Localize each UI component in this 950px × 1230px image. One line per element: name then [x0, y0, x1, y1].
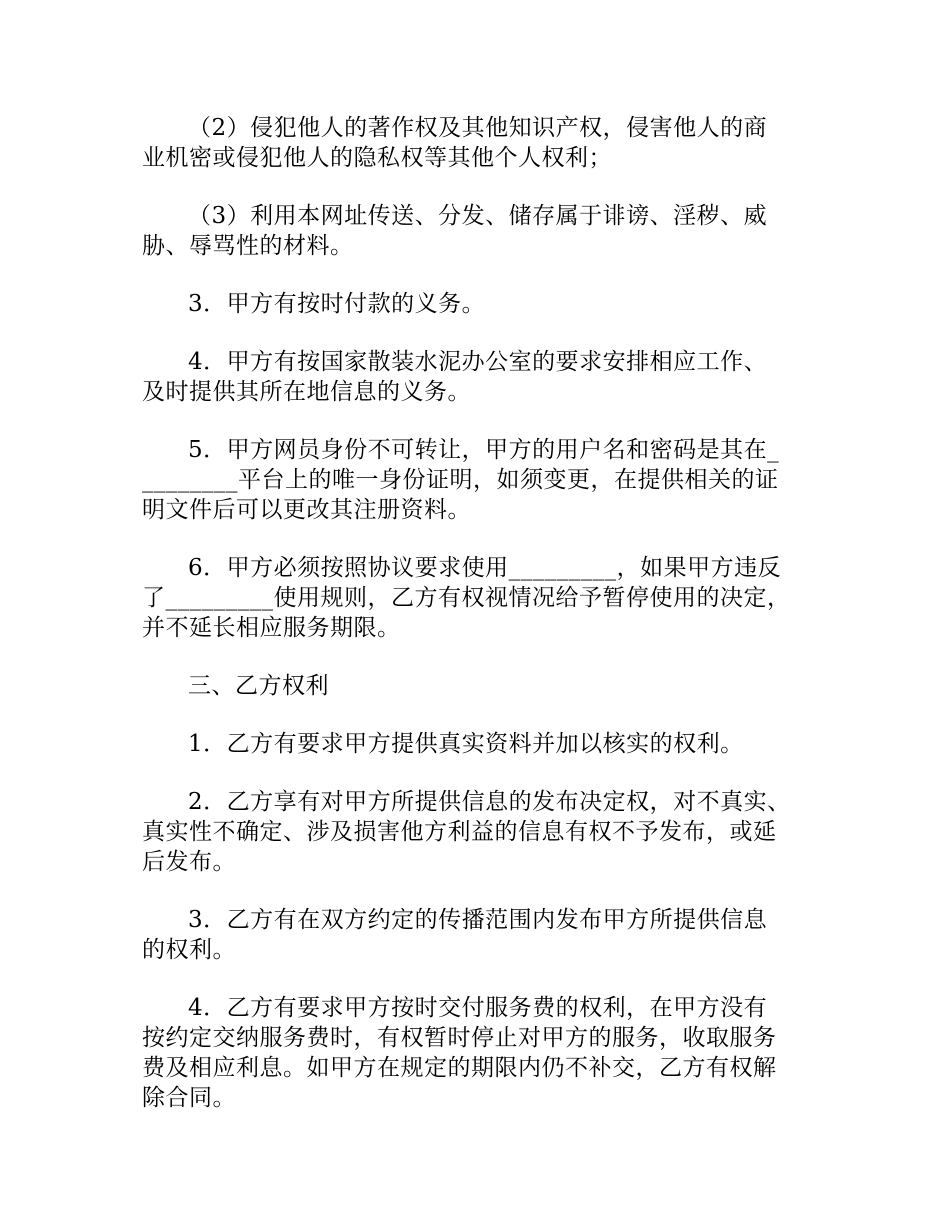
p-party-b-verify: [142, 729, 812, 759]
paragraph-line: 后发布。: [142, 849, 236, 875]
p-party-a-arrange: [142, 347, 812, 407]
paragraph-line: 1．乙方有要求甲方提供真实资料并加以核实的权利。: [188, 731, 744, 757]
paragraph-line: 按约定交纳服务费时，有权暂时停止对甲方的服务，收取服务: [142, 1025, 777, 1051]
paragraph-line: （2）侵犯他人的著作权及其他知识产权，侵害他人的商: [188, 115, 768, 141]
p-party-b-publish-decision: [142, 787, 812, 877]
paragraph-line: 费及相应利息。如甲方在规定的期限内仍不补交，乙方有权解: [142, 1055, 777, 1081]
paragraph-line: 3．甲方有按时付款的义务。: [188, 291, 486, 317]
p-defamatory-material: [142, 201, 812, 261]
paragraph-line: 除合同。: [142, 1085, 236, 1111]
p-party-a-identity: [142, 435, 812, 525]
paragraph-line: 及时提供其所在地信息的义务。: [142, 379, 471, 405]
paragraph-line: 并不延长相应服务期限。: [142, 615, 401, 641]
paragraph-line: 4．甲方有按国家散装水泥办公室的要求安排相应工作、: [188, 349, 768, 375]
paragraph-line: 真实性不确定、涉及损害他方利益的信息有权不予发布，或延: [142, 819, 777, 845]
p-party-a-usage: [142, 553, 812, 643]
paragraph-line: 胁、辱骂性的材料。: [142, 233, 354, 259]
paragraph-line: 了_________使用规则，乙方有权视情况给予暂停使用的决定，: [142, 585, 791, 611]
paragraph-line: ________平台上的唯一身份证明，如须变更，在提供相关的证: [142, 467, 779, 493]
paragraph-line: 4．乙方有要求甲方按时交付服务费的权利，在甲方没有: [188, 995, 768, 1021]
paragraph-line: （3）利用本网址传送、分发、储存属于诽谤、淫秽、威: [188, 203, 768, 229]
p-party-b-publish-scope: [142, 905, 812, 965]
paragraph-line: 明文件后可以更改其注册资料。: [142, 497, 471, 523]
paragraph-line: 三、乙方权利: [188, 673, 329, 699]
paragraph-line: 业机密或侵犯他人的隐私权等其他个人权利；: [142, 145, 612, 171]
document-body: [142, 113, 812, 1113]
p-infringe-copyright: [142, 113, 812, 173]
paragraph-line: 5．甲方网员身份不可转让，甲方的用户名和密码是其在_: [188, 437, 780, 463]
p-party-b-fees: [142, 993, 812, 1113]
document-page: [142, 113, 812, 1141]
paragraph-line: 的权利。: [142, 937, 236, 963]
p-section-party-b-rights: [142, 671, 812, 701]
p-party-a-pay: [142, 289, 812, 319]
paragraph-line: 2．乙方享有对甲方所提供信息的发布决定权，对不真实、: [188, 789, 791, 815]
paragraph-line: 3．乙方有在双方约定的传播范围内发布甲方所提供信息: [188, 907, 768, 933]
paragraph-line: 6．甲方必须按照协议要求使用_________，如果甲方违反: [188, 555, 782, 581]
